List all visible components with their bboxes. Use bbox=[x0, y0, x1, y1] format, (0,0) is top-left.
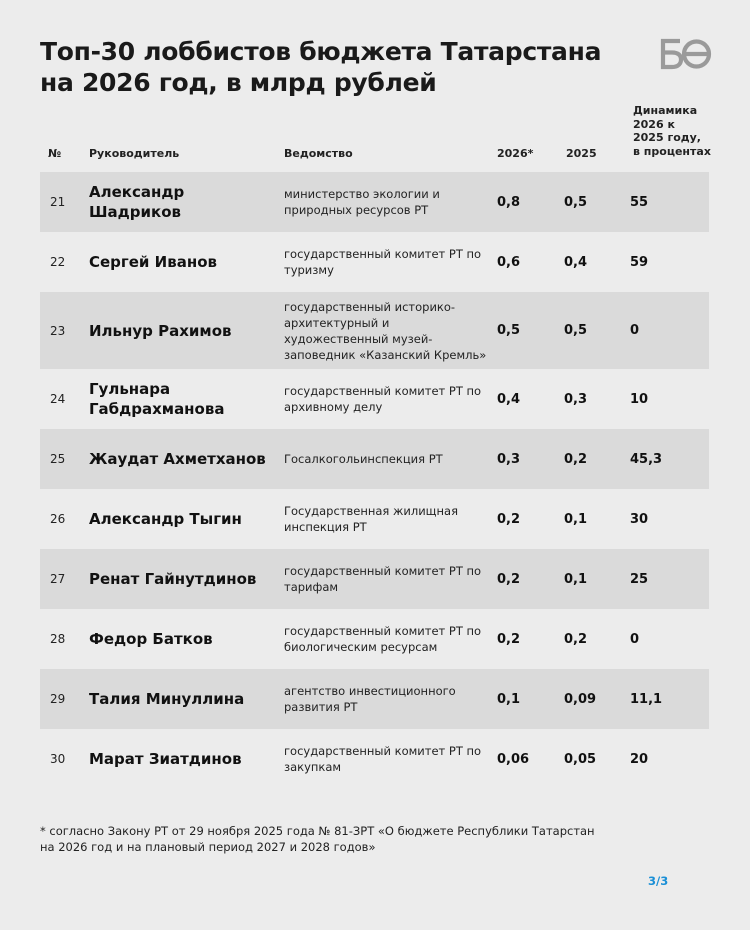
row-department: агентство инвестиционного развития РТ bbox=[284, 684, 456, 714]
row-dynamics: 30 bbox=[630, 511, 649, 527]
row-dynamics: 45,3 bbox=[630, 451, 663, 467]
page-indicator: 3/3 bbox=[648, 874, 669, 888]
row-number: 30 bbox=[50, 752, 66, 766]
row-value-2025: 0,2 bbox=[564, 451, 588, 467]
footnote: * согласно Закону РТ от 29 ноября 2025 года № 81-ЗРТ «О бюджете Республики Татарстан на 2026 год и на плановый период 2027 и 2028 годов» bbox=[40, 824, 595, 854]
row-department: государственный комитет РТ по архивному делу bbox=[284, 384, 482, 414]
header-dept: Ведомство bbox=[284, 147, 353, 160]
row-value-2026: 0,2 bbox=[497, 571, 521, 587]
row-value-2025: 0,5 bbox=[564, 323, 588, 338]
row-number: 24 bbox=[50, 392, 66, 406]
row-value-2025: 0,4 bbox=[564, 254, 588, 270]
row-value-2025: 0,1 bbox=[564, 571, 588, 587]
row-dynamics: 55 bbox=[630, 194, 649, 210]
row-dynamics: 20 bbox=[630, 751, 649, 767]
table-row bbox=[40, 549, 709, 609]
row-department: государственный историко-архитектурный и художественный музей-заповедник «Казанский Кремль» bbox=[284, 299, 487, 362]
row-value-2026: 0,4 bbox=[497, 391, 521, 407]
header-dynamics-line: 2026 к bbox=[633, 117, 675, 131]
row-dynamics: 0 bbox=[630, 323, 640, 338]
row-value-2026: 0,5 bbox=[497, 323, 521, 338]
row-dynamics: 0 bbox=[630, 631, 640, 647]
table-row bbox=[40, 232, 709, 292]
header-dynamics bbox=[633, 104, 711, 158]
row-value-2026: 0,2 bbox=[497, 511, 521, 527]
table-row bbox=[40, 369, 709, 429]
row-value-2025: 0,5 bbox=[564, 194, 588, 210]
row-value-2025: 0,3 bbox=[564, 391, 588, 407]
row-value-2025: 0,09 bbox=[564, 691, 597, 707]
row-value-2026: 0,2 bbox=[497, 631, 521, 647]
row-dynamics: 11,1 bbox=[630, 691, 663, 707]
row-value-2026: 0,3 bbox=[497, 451, 521, 467]
row-department: государственный комитет РТ по туризму bbox=[284, 247, 482, 277]
header-leader: Руководитель bbox=[89, 147, 180, 160]
table-row bbox=[40, 729, 709, 789]
row-leader: Гульнара Габдрахманова bbox=[89, 380, 225, 418]
row-value-2026: 0,6 bbox=[497, 254, 521, 270]
row-leader: Сергей Иванов bbox=[89, 253, 217, 271]
row-value-2025: 0,05 bbox=[564, 751, 597, 767]
header-dynamics-line: в процентах bbox=[633, 144, 711, 158]
row-number: 25 bbox=[50, 452, 66, 466]
table-row bbox=[40, 172, 709, 232]
header-num: № bbox=[48, 147, 62, 160]
row-department: государственный комитет РТ по закупкам bbox=[284, 744, 482, 774]
table-row bbox=[40, 669, 709, 729]
row-department: государственный комитет РТ по биологическим ресурсам bbox=[284, 624, 482, 654]
row-leader: Ильнур Рахимов bbox=[89, 321, 232, 340]
row-number: 23 bbox=[50, 323, 66, 338]
table-row bbox=[40, 609, 709, 669]
bo-logo-icon bbox=[658, 38, 712, 70]
row-department: Государственная жилищная инспекция РТ bbox=[284, 504, 458, 534]
row-leader: Марат Зиатдинов bbox=[89, 750, 242, 768]
table-row bbox=[40, 429, 709, 489]
row-value-2026: 0,8 bbox=[497, 194, 521, 210]
row-number: 27 bbox=[50, 572, 66, 586]
row-number: 22 bbox=[50, 255, 66, 269]
row-leader: Александр Шадриков bbox=[89, 183, 185, 221]
row-value-2026: 0,06 bbox=[497, 751, 530, 767]
row-dynamics: 10 bbox=[630, 391, 649, 407]
row-leader: Ренат Гайнутдинов bbox=[89, 570, 257, 588]
row-value-2025: 0,2 bbox=[564, 631, 588, 647]
row-leader: Федор Батков bbox=[89, 630, 213, 648]
row-leader: Александр Тыгин bbox=[89, 510, 242, 528]
row-leader: Жаудат Ахметханов bbox=[89, 450, 266, 468]
row-leader: Талия Минуллина bbox=[89, 690, 245, 708]
row-department: государственный комитет РТ по тарифам bbox=[284, 564, 482, 594]
header-2026: 2026* bbox=[497, 147, 534, 160]
page-title: Топ-30 лоббистов бюджета Татарстана на 2026 год, в млрд рублей bbox=[40, 37, 602, 97]
row-department: министерство экологии и природных ресурсов РТ bbox=[284, 187, 440, 217]
row-department: Госалкогольинспекция РТ bbox=[284, 452, 443, 466]
table-row bbox=[40, 292, 709, 369]
header-dynamics-line: Динамика bbox=[633, 104, 698, 117]
row-value-2026: 0,1 bbox=[497, 691, 521, 707]
row-number: 21 bbox=[50, 195, 66, 209]
row-dynamics: 59 bbox=[630, 254, 649, 270]
row-number: 26 bbox=[50, 512, 66, 526]
row-dynamics: 25 bbox=[630, 571, 649, 587]
table-row bbox=[40, 489, 709, 549]
row-number: 28 bbox=[50, 632, 66, 646]
header-2025: 2025 bbox=[566, 147, 597, 160]
row-value-2025: 0,1 bbox=[564, 511, 588, 527]
header-dynamics-line: 2025 году, bbox=[633, 131, 701, 144]
row-number: 29 bbox=[50, 692, 66, 706]
